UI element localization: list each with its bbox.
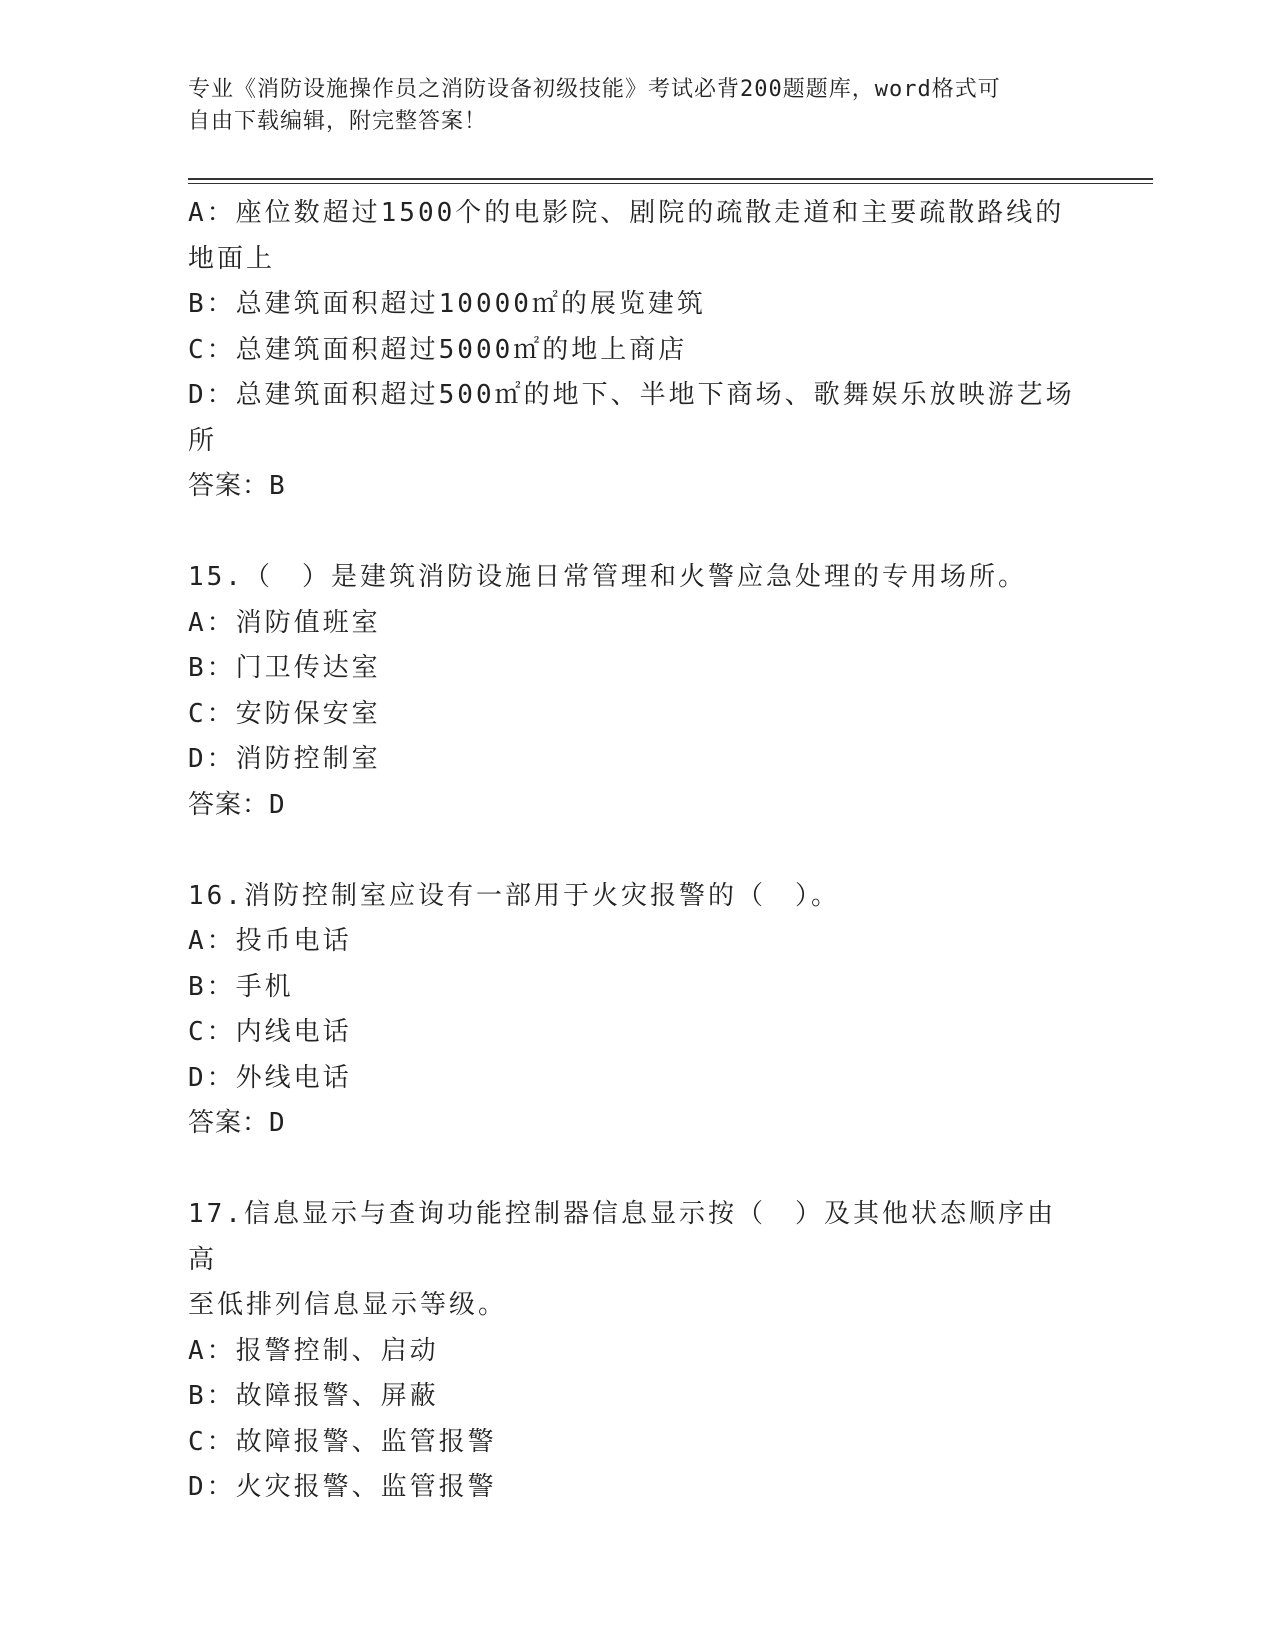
question-14-block xyxy=(188,191,1078,510)
q15-stem: 15.（ ）是建筑消防设施日常管理和火警应急处理的专用场所。 xyxy=(188,562,1027,592)
q15-answer: 答案：D xyxy=(188,789,286,820)
q17-stem-cont: 至低排列信息显示等级。 xyxy=(188,1290,508,1320)
q14-option-b: B：总建筑面积超过10000㎡的展览建筑 xyxy=(188,289,706,319)
q17-option-d: D：火灾报警、监管报警 xyxy=(188,1472,497,1502)
q14-option-c: C：总建筑面积超过5000㎡的地上商店 xyxy=(188,334,688,365)
spacer xyxy=(188,510,1078,556)
header-line-2: 自由下载编辑，附完整答案！ xyxy=(188,109,488,134)
q17-option-b: B：故障报警、屏蔽 xyxy=(188,1381,439,1411)
q15-option-c: C：安防保安室 xyxy=(188,698,381,729)
q15-option-d: D：消防控制室 xyxy=(188,744,381,774)
q17-stem: 17.信息显示与查询功能控制器信息显示按（ ）及其他状态顺序由高 xyxy=(188,1199,1056,1275)
spacer xyxy=(188,828,1078,874)
q16-option-d: D：外线电话 xyxy=(188,1062,352,1093)
q14-answer: 答案：B xyxy=(188,471,286,501)
q15-option-b: B：门卫传达室 xyxy=(188,653,381,683)
question-16-block xyxy=(188,874,1078,1147)
q16-answer: 答案：D xyxy=(188,1108,286,1138)
q14-option-d-cont: 所 xyxy=(188,425,218,456)
q16-option-c: C：内线电话 xyxy=(188,1017,352,1047)
q16-option-b: B：手机 xyxy=(188,971,294,1002)
header-rule-thick xyxy=(188,178,1153,180)
question-17-block xyxy=(188,1192,1078,1511)
question-15-block xyxy=(188,555,1078,828)
q15-option-a: A：消防值班室 xyxy=(188,607,381,638)
q14-option-a-cont: 地面上 xyxy=(188,243,276,274)
spacer xyxy=(188,1147,1078,1193)
header-line-1: 专业《消防设施操作员之消防设备初级技能》考试必背200题题库，word格式可 xyxy=(188,77,1001,102)
header-rule-thin xyxy=(188,183,1153,184)
question-content xyxy=(188,191,1078,1511)
q14-option-d: D：总建筑面积超过500㎡的地下、半地下商场、歌舞娱乐放映游艺场 xyxy=(188,380,1075,410)
q14-option-a: A：座位数超过1500个的电影院、剧院的疏散走道和主要疏散路线的 xyxy=(188,198,1065,228)
q17-option-c: C：故障报警、监管报警 xyxy=(188,1426,497,1457)
q16-option-a: A：投币电话 xyxy=(188,926,352,956)
q16-stem: 16.消防控制室应设有一部用于火灾报警的（ ）。 xyxy=(188,880,840,911)
q17-option-a: A：报警控制、启动 xyxy=(188,1335,439,1366)
document-header xyxy=(188,74,1068,138)
